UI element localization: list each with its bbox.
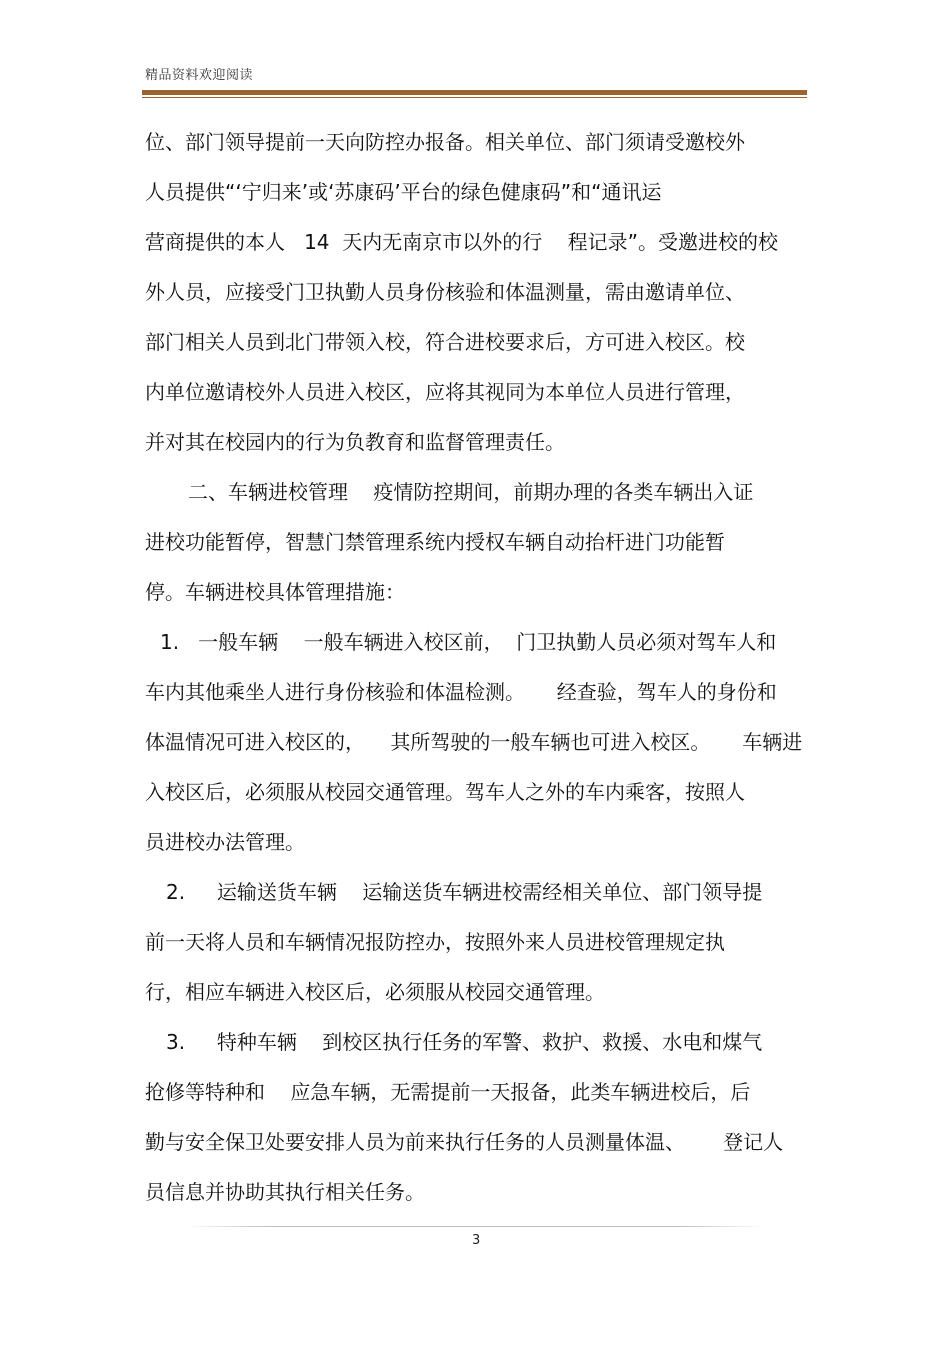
body-line: 抢修等特种和 应急车辆，无需提前一天报备，此类车辆进校后，后 — [145, 1080, 751, 1104]
body-line: 部门相关人员到北门带领入校，符合进校要求后，方可进入校区。校 — [145, 330, 745, 354]
body-line: 员信息并协助其执行相关任务。 — [145, 1180, 425, 1204]
section-heading-line: 二、车辆进校管理 疫情防控期间，前期办理的各类车辆出入证 — [188, 480, 754, 504]
body-line: 勤与安全保卫处要安排人员为前来执行任务的人员测量体温、 登记人 — [145, 1130, 784, 1154]
body-line: 体温情况可进入校区的， 其所驾驶的一般车辆也可进入校区。 车辆进 — [145, 730, 803, 754]
body-line: 位、部门领导提前一天向防控办报备。相关单位、部门须请受邀校外 — [145, 130, 745, 154]
body-line: 内单位邀请校外人员进入校区，应将其视同为本单位人员进行管理， — [145, 380, 745, 404]
header-rule-thick — [142, 90, 807, 95]
body-line: 车内其他乘坐人进行身份核验和体温检测。 经查验，驾车人的身份和 — [145, 680, 777, 704]
page-number: 3 — [472, 1233, 481, 1248]
list-item-line: 3. 特种车辆 到校区执行任务的军警、救护、救援、水电和煤气 — [166, 1030, 763, 1054]
page-header-text: 精品资料欢迎阅读 — [145, 68, 254, 83]
body-line: 进校功能暂停，智慧门禁管理系统内授权车辆自动抬杆进门功能暂 — [145, 530, 725, 554]
list-item-line: 2. 运输送货车辆 运输送货车辆进校需经相关单位、部门领导提 — [166, 880, 763, 904]
body-line: 行，相应车辆进入校区后，必须服从校园交通管理。 — [145, 980, 605, 1004]
list-item-line: 1. 一般车辆 一般车辆进入校区前， 门卫执勤人员必须对驾车人和 — [160, 630, 777, 654]
body-line: 员进校办法管理。 — [145, 830, 305, 854]
body-line: 停。车辆进校具体管理措施： — [145, 580, 405, 604]
body-line: 前一天将人员和车辆情况报防控办，按照外来人员进校管理规定执 — [145, 930, 725, 954]
header-rule-thin — [142, 97, 807, 98]
body-line: 营商提供的本人 14 天内无南京市以外的行 程记录”。受邀进校的校 — [145, 230, 779, 254]
body-line: 人员提供“‘宁归来’或‘苏康码’平台的绿色健康码”和“通讯运 — [145, 180, 662, 204]
footer-rule — [185, 1226, 765, 1227]
body-line: 外人员，应接受门卫执勤人员身份核验和体温测量，需由邀请单位、 — [145, 280, 745, 304]
body-line: 并对其在校园内的行为负教育和监督管理责任。 — [145, 430, 565, 454]
body-line: 入校区后，必须服从校园交通管理。驾车人之外的车内乘客，按照人 — [145, 780, 745, 804]
